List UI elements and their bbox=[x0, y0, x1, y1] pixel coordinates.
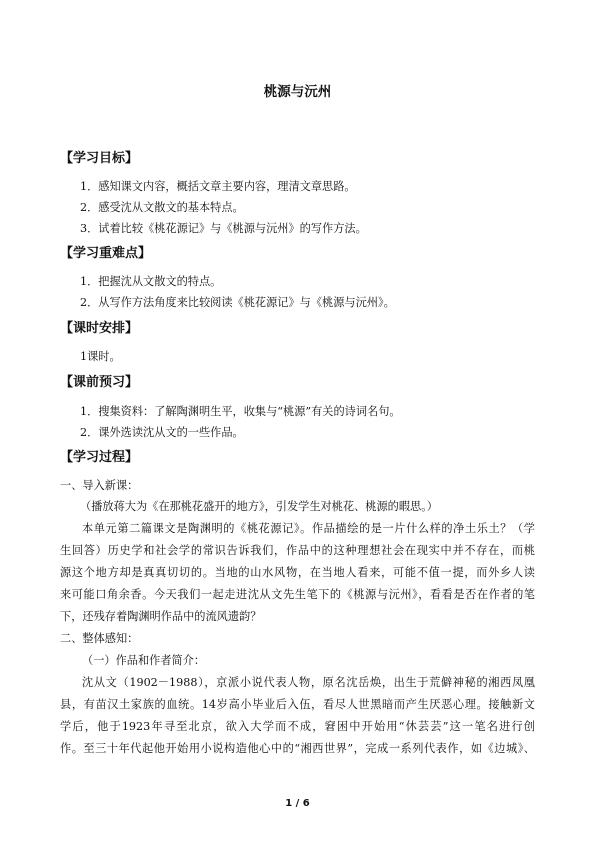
section-heading-process: 【学习过程】 bbox=[60, 450, 139, 465]
paragraph-line: 下，还残存着陶渊明作品中的流风遗韵？ bbox=[60, 610, 262, 623]
schedule-text: 1课时。 bbox=[80, 350, 121, 363]
section-heading-goals: 【学习目标】 bbox=[60, 151, 139, 166]
goal-item: 1．感知课文内容，概括文章主要内容，理清文章思路。 bbox=[80, 180, 356, 193]
key-point-item: 1．把握沈从文散文的特点。 bbox=[80, 275, 222, 288]
paragraph-line: 本单元第二篇课文是陶渊明的《桃花源记》。作品描绘的是一片什么样的净土乐土？（学 bbox=[82, 522, 535, 535]
section-heading-preview: 【课前预习】 bbox=[60, 375, 139, 390]
page-number: 1 / 6 bbox=[285, 798, 310, 809]
paragraph-line: 来可能口角余香。今天我们一起走进沈从文先生笔下的《桃源与沅州》，看看是否在作者的笔 bbox=[60, 588, 535, 601]
key-point-item: 2．从写作方法角度来比较阅读《桃花源记》与《桃源与沅州》。 bbox=[80, 296, 395, 309]
paragraph-line: 作。至三十年代起他开始用小说构造他心中的“湘西世界”，完成一系列代表作，如《边城》、 bbox=[60, 742, 535, 755]
paragraph-line: 沈从文（1902－1988），京派小说代表人物，原名沈岳焕，出生于荒僻神秘的湘西凤凰 bbox=[82, 676, 535, 689]
preview-item: 2．课外选读沈从文的一些作品。 bbox=[80, 426, 244, 439]
paragraph-line: 县，有苗汉土家族的血统。14岁高小毕业后入伍，看尽人世黑暗而产生厌恶心理。接触新文 bbox=[60, 698, 535, 711]
process-part2-subheading: （一）作品和作者简介： bbox=[82, 654, 206, 667]
section-heading-schedule: 【课时安排】 bbox=[60, 321, 139, 336]
paragraph-line: 生回答）历史学和社会学的常识告诉我们，作品中的这种理想社会在现实中并不存在，而桃 bbox=[60, 544, 535, 557]
paragraph-line: 学后，他于1923年寻至北京，欲入大学而不成，窘困中开始用“休芸芸”这一笔名进行创 bbox=[60, 720, 535, 733]
paragraph-line: 源这个地方却是真真切切的。当地的山水风物，在当地人看来，可能不值一提，而外乡人读 bbox=[60, 566, 535, 579]
process-part1-heading: 一、导入新课： bbox=[60, 479, 139, 492]
process-part2-heading: 二、整体感知： bbox=[60, 632, 139, 645]
goal-item: 3．试着比较《桃花源记》与《桃源与沅州》的写作方法。 bbox=[80, 222, 367, 235]
section-heading-key-points: 【学习重难点】 bbox=[60, 246, 152, 261]
preview-item: 1．搜集资料：了解陶渊明生平，收集与“桃源”有关的诗词名句。 bbox=[80, 405, 401, 418]
goal-item: 2．感受沈从文散文的基本特点。 bbox=[80, 201, 244, 214]
process-part1-note: （播放蒋大为《在那桃花盛开的地方》，引发学生对桃花、桃源的暇思。） bbox=[80, 500, 438, 513]
document-title: 桃源与沅州 bbox=[263, 84, 332, 100]
